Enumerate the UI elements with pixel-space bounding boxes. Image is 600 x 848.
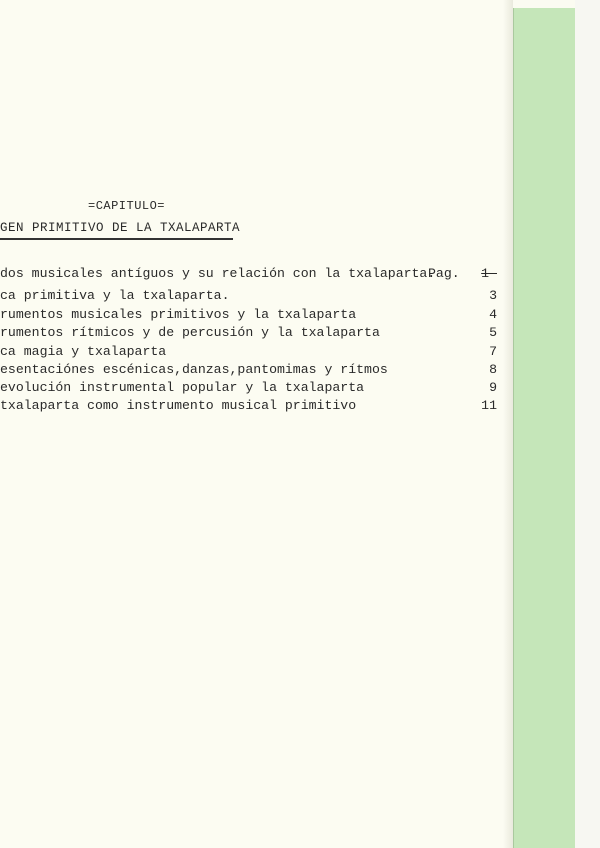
toc-entry [0,344,497,359]
toc-entry [0,380,497,395]
toc-entry-page: 5 [489,325,497,340]
toc-entry [0,362,497,377]
toc-entry-text: evolución instrumental popular y la txalaparta [0,380,365,395]
toc-entry-page: 4 [489,307,497,322]
toc-entry [0,266,497,281]
toc-entry-text: esentaciónes escénicas,danzas,pantomimas y rítmos [0,362,388,377]
chapter-heading: =CAPITULO= [88,199,166,213]
toc-entry-text: dos musicales antíguos y su relación con la txalaparta. [0,266,436,281]
toc-entry-page: 9 [489,380,497,395]
toc-entry-page: 11 [481,398,497,413]
page-label: Pag. [428,266,460,281]
toc-entry-text: ca primitiva y la txalaparta. [0,288,230,303]
background-strip [575,0,600,848]
toc-entry [0,288,497,303]
page-edge [503,0,513,848]
toc-entry [0,398,497,413]
toc-entry [0,325,497,340]
toc-entry-text: txalaparta como instrumento musical primitivo [0,398,357,413]
toc-entry-page: 3 [489,288,497,303]
toc-entry-page: 7 [489,344,497,359]
toc-entry-page: 8 [489,362,497,377]
chapter-title: GEN PRIMITIVO DE LA TXALAPARTA [0,221,233,240]
toc-entry [0,307,497,322]
toc-entry-page: 1- [481,266,497,281]
toc-entry-text: rumentos rítmicos y de percusión y la txalaparta [0,325,380,340]
green-sheet [513,8,576,848]
toc-entry-text: ca magia y txalaparta [0,344,167,359]
toc-entry-text: rumentos musicales primitivos y la txalaparta [0,307,357,322]
